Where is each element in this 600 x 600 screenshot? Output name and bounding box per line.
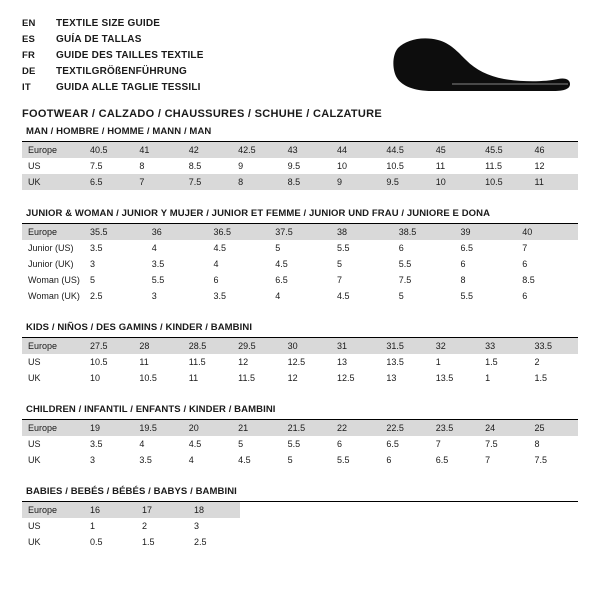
size-cell: 36 — [146, 224, 208, 240]
size-table-block — [22, 486, 578, 550]
size-table-block — [22, 322, 578, 386]
size-cell: 2 — [136, 518, 188, 534]
size-cell: 8.5 — [183, 158, 232, 174]
size-cell: 13.5 — [430, 370, 479, 386]
table-row — [22, 224, 578, 240]
size-cell: 11 — [529, 174, 578, 190]
size-cell: 40 — [516, 224, 578, 240]
size-cell: 5.5 — [455, 288, 517, 304]
size-cell: 13 — [331, 354, 380, 370]
table-row — [22, 240, 578, 256]
row-label: UK — [22, 370, 84, 386]
row-label: Europe — [22, 338, 84, 354]
size-cell: 10 — [331, 158, 380, 174]
size-cell: 3.5 — [146, 256, 208, 272]
size-cell: 4.5 — [208, 240, 270, 256]
row-label: Woman (US) — [22, 272, 84, 288]
size-cell: 2 — [529, 354, 578, 370]
size-cell: 42 — [183, 142, 232, 158]
language-title: TEXTILGRÖßENFÜHRUNG — [56, 66, 188, 77]
row-label: UK — [22, 452, 84, 468]
size-table-block — [22, 208, 578, 304]
size-cell: 43 — [282, 142, 331, 158]
row-label: Junior (US) — [22, 240, 84, 256]
size-table-title: BABIES / BEBÉS / BÉBÉS / BABYS / BAMBINI — [22, 486, 578, 502]
size-cell: 5.5 — [282, 436, 331, 452]
size-cell: 24 — [479, 420, 528, 436]
size-table — [22, 142, 578, 190]
size-cell: 22.5 — [380, 420, 429, 436]
dress-shoe-icon — [392, 34, 572, 96]
language-code: DE — [22, 66, 36, 77]
size-cell: 6.5 — [269, 272, 331, 288]
size-cell: 2.5 — [188, 534, 240, 550]
size-cell: 5.5 — [331, 452, 380, 468]
size-cell: 4.5 — [232, 452, 281, 468]
size-cell: 10.5 — [479, 174, 528, 190]
language-title: TEXTILE SIZE GUIDE — [56, 18, 161, 29]
size-cell: 20 — [183, 420, 232, 436]
size-cell: 6 — [516, 256, 578, 272]
size-cell: 21.5 — [282, 420, 331, 436]
size-table-block — [22, 126, 578, 190]
size-cell: 12 — [529, 158, 578, 174]
row-label: Junior (UK) — [22, 256, 84, 272]
size-cell: 12 — [232, 354, 281, 370]
row-label: Europe — [22, 420, 84, 436]
size-cell: 5.5 — [331, 240, 393, 256]
table-row — [22, 288, 578, 304]
size-cell: 3 — [84, 452, 133, 468]
size-cell: 3.5 — [208, 288, 270, 304]
document-header — [22, 16, 578, 120]
size-cell: 13.5 — [380, 354, 429, 370]
size-cell: 21 — [232, 420, 281, 436]
size-cell: 5.5 — [146, 272, 208, 288]
size-cell: 5.5 — [393, 256, 455, 272]
size-cell: 8 — [455, 272, 517, 288]
size-cell: 6 — [516, 288, 578, 304]
size-cell: 9 — [232, 158, 281, 174]
size-cell: 1 — [84, 518, 136, 534]
row-label: US — [22, 518, 84, 534]
size-cell: 3 — [146, 288, 208, 304]
size-cell: 7.5 — [393, 272, 455, 288]
size-cell: 8.5 — [282, 174, 331, 190]
size-table-title: MAN / HOMBRE / HOMME / MANN / MAN — [22, 126, 578, 142]
size-cell: 6 — [455, 256, 517, 272]
size-cell: 9 — [331, 174, 380, 190]
size-cell: 38 — [331, 224, 393, 240]
size-cell: 28.5 — [183, 338, 232, 354]
size-table-title: CHILDREN / INFANTIL / ENFANTS / KINDER / BAMBINI — [22, 404, 578, 420]
size-cell: 17 — [136, 502, 188, 518]
size-cell: 10 — [430, 174, 479, 190]
size-table-block — [22, 404, 578, 468]
language-title: GUIDE DES TAILLES TEXTILE — [56, 50, 204, 61]
size-cell: 35.5 — [84, 224, 146, 240]
size-cell: 5 — [269, 240, 331, 256]
spacer-cell — [240, 534, 578, 550]
size-cell: 6 — [393, 240, 455, 256]
size-cell: 11 — [430, 158, 479, 174]
size-cell: 42.5 — [232, 142, 281, 158]
table-row — [22, 158, 578, 174]
language-code: ES — [22, 34, 36, 45]
size-cell: 5 — [331, 256, 393, 272]
size-table-title: JUNIOR & WOMAN / JUNIOR Y MUJER / JUNIOR ET FEMME / JUNIOR UND FRAU / JUNIORE E DONA — [22, 208, 578, 224]
table-row — [22, 534, 578, 550]
size-cell: 7 — [133, 174, 182, 190]
language-title: GUÍA DE TALLAS — [56, 34, 142, 45]
size-cell: 10.5 — [133, 370, 182, 386]
size-cell: 2.5 — [84, 288, 146, 304]
size-cell: 25 — [529, 420, 578, 436]
size-cell: 8 — [529, 436, 578, 452]
size-cell: 0.5 — [84, 534, 136, 550]
size-cell: 6.5 — [84, 174, 133, 190]
row-label: UK — [22, 534, 84, 550]
size-cell: 4 — [269, 288, 331, 304]
size-cell: 5 — [282, 452, 331, 468]
row-label: US — [22, 158, 84, 174]
size-cell: 33.5 — [529, 338, 578, 354]
size-cell: 9.5 — [380, 174, 429, 190]
table-row — [22, 502, 578, 518]
size-cell: 41 — [133, 142, 182, 158]
size-cell: 7.5 — [84, 158, 133, 174]
size-cell: 31.5 — [380, 338, 429, 354]
size-cell: 23.5 — [430, 420, 479, 436]
language-code: IT — [22, 82, 31, 93]
size-cell: 8.5 — [516, 272, 578, 288]
row-label: Europe — [22, 224, 84, 240]
language-row — [22, 16, 578, 32]
row-label: US — [22, 436, 84, 452]
size-table — [22, 338, 578, 386]
table-row — [22, 338, 578, 354]
size-cell: 19.5 — [133, 420, 182, 436]
page-title: FOOTWEAR / CALZADO / CHAUSSURES / SCHUHE / CALZATURE — [22, 108, 383, 120]
size-cell: 27.5 — [84, 338, 133, 354]
size-cell: 6 — [208, 272, 270, 288]
size-cell: 28 — [133, 338, 182, 354]
size-cell: 4 — [183, 452, 232, 468]
table-row — [22, 370, 578, 386]
size-cell: 4 — [208, 256, 270, 272]
size-cell: 6.5 — [430, 452, 479, 468]
size-cell: 4.5 — [269, 256, 331, 272]
size-cell: 7 — [479, 452, 528, 468]
size-cell: 1 — [479, 370, 528, 386]
size-cell: 6 — [331, 436, 380, 452]
table-row — [22, 256, 578, 272]
size-cell: 44 — [331, 142, 380, 158]
size-cell: 1.5 — [529, 370, 578, 386]
size-cell: 16 — [84, 502, 136, 518]
size-cell: 11.5 — [232, 370, 281, 386]
size-cell: 19 — [84, 420, 133, 436]
size-cell: 10.5 — [380, 158, 429, 174]
size-cell: 45 — [430, 142, 479, 158]
size-cell: 5 — [393, 288, 455, 304]
size-cell: 1.5 — [479, 354, 528, 370]
language-title: GUIDA ALLE TAGLIE TESSILI — [56, 82, 201, 93]
table-row — [22, 452, 578, 468]
size-cell: 6 — [380, 452, 429, 468]
size-table — [22, 502, 578, 550]
table-row — [22, 272, 578, 288]
size-cell: 46 — [529, 142, 578, 158]
size-cell: 3.5 — [133, 452, 182, 468]
size-cell: 6.5 — [455, 240, 517, 256]
size-cell: 4 — [146, 240, 208, 256]
size-cell: 7 — [430, 436, 479, 452]
size-cell: 11 — [183, 370, 232, 386]
size-cell: 9.5 — [282, 158, 331, 174]
size-cell: 3 — [84, 256, 146, 272]
size-cell: 4.5 — [183, 436, 232, 452]
size-cell: 4.5 — [331, 288, 393, 304]
size-cell: 7.5 — [529, 452, 578, 468]
size-cell: 36.5 — [208, 224, 270, 240]
size-cell: 3 — [188, 518, 240, 534]
language-code: EN — [22, 18, 36, 29]
table-row — [22, 436, 578, 452]
row-label: Europe — [22, 142, 84, 158]
size-cell: 12.5 — [282, 354, 331, 370]
size-cell: 7.5 — [183, 174, 232, 190]
size-cell: 7.5 — [479, 436, 528, 452]
size-cell: 3.5 — [84, 240, 146, 256]
size-cell: 30 — [282, 338, 331, 354]
spacer-cell — [240, 502, 578, 518]
size-cell: 40.5 — [84, 142, 133, 158]
size-cell: 33 — [479, 338, 528, 354]
size-cell: 1 — [430, 354, 479, 370]
size-cell: 37.5 — [269, 224, 331, 240]
size-cell: 32 — [430, 338, 479, 354]
row-label: US — [22, 354, 84, 370]
size-cell: 10 — [84, 370, 133, 386]
size-cell: 12.5 — [331, 370, 380, 386]
size-table-title: KIDS / NIÑOS / DES GAMINS / KINDER / BAMBINI — [22, 322, 578, 338]
table-row — [22, 174, 578, 190]
row-label: Europe — [22, 502, 84, 518]
size-cell: 8 — [232, 174, 281, 190]
size-cell: 12 — [282, 370, 331, 386]
size-cell: 45.5 — [479, 142, 528, 158]
size-cell: 10.5 — [84, 354, 133, 370]
size-cell: 5 — [84, 272, 146, 288]
size-table — [22, 224, 578, 304]
size-cell: 44.5 — [380, 142, 429, 158]
size-cell: 6.5 — [380, 436, 429, 452]
size-cell: 11.5 — [479, 158, 528, 174]
size-cell: 31 — [331, 338, 380, 354]
table-row — [22, 142, 578, 158]
size-cell: 3.5 — [84, 436, 133, 452]
table-row — [22, 518, 578, 534]
row-label: UK — [22, 174, 84, 190]
size-tables-container — [22, 126, 578, 550]
size-cell: 18 — [188, 502, 240, 518]
size-cell: 1.5 — [136, 534, 188, 550]
size-cell: 29.5 — [232, 338, 281, 354]
table-row — [22, 354, 578, 370]
size-table — [22, 420, 578, 468]
spacer-cell — [240, 518, 578, 534]
size-cell: 13 — [380, 370, 429, 386]
size-cell: 22 — [331, 420, 380, 436]
size-cell: 11.5 — [183, 354, 232, 370]
row-label: Woman (UK) — [22, 288, 84, 304]
size-cell: 7 — [516, 240, 578, 256]
size-cell: 5 — [232, 436, 281, 452]
size-cell: 11 — [133, 354, 182, 370]
size-cell: 39 — [455, 224, 517, 240]
size-cell: 7 — [331, 272, 393, 288]
size-cell: 38.5 — [393, 224, 455, 240]
table-row — [22, 420, 578, 436]
language-code: FR — [22, 50, 36, 61]
size-cell: 4 — [133, 436, 182, 452]
size-cell: 8 — [133, 158, 182, 174]
